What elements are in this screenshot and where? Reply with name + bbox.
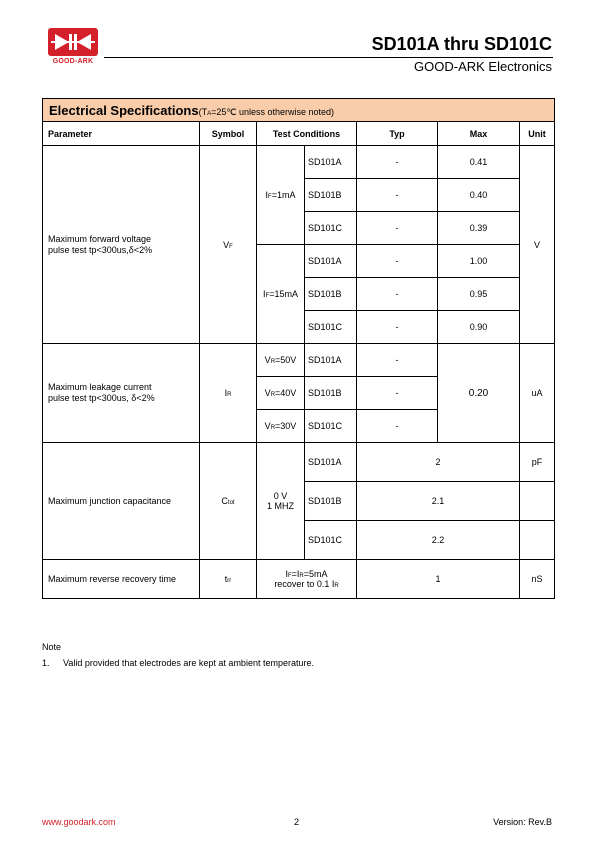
max-value: 0.39 bbox=[438, 212, 520, 245]
symbol-sub: F bbox=[229, 243, 233, 250]
symbol-ctot bbox=[200, 443, 257, 560]
part-number: SD101A bbox=[305, 344, 357, 377]
note-number: 1. bbox=[42, 658, 50, 668]
typ-value: - bbox=[357, 179, 438, 212]
max-value: 0.95 bbox=[438, 278, 520, 311]
electrical-specifications-table bbox=[42, 98, 555, 599]
condition-sub: A bbox=[207, 110, 212, 117]
cond-main: =I bbox=[291, 569, 300, 579]
footer-page-number: 2 bbox=[294, 817, 300, 827]
typ-value: - bbox=[357, 311, 438, 344]
col-unit: Unit bbox=[520, 122, 555, 146]
cap-value: 2.2 bbox=[357, 521, 520, 560]
diode-logo-icon bbox=[47, 27, 99, 57]
cond-vr bbox=[257, 344, 305, 377]
cond-rest: =50V bbox=[275, 355, 297, 365]
typ-value: - bbox=[357, 245, 438, 278]
param-line: Maximum leakage current bbox=[48, 382, 152, 392]
condition-prefix: (T bbox=[198, 106, 208, 117]
company-logo bbox=[47, 27, 99, 65]
cond-sub: R bbox=[270, 392, 276, 398]
condition-rest: =25℃ unless otherwise noted) bbox=[211, 106, 335, 117]
unit-value: pF bbox=[520, 443, 555, 482]
col-symbol: Symbol bbox=[200, 122, 257, 146]
symbol-main: I bbox=[224, 388, 228, 398]
param-forward-voltage bbox=[43, 146, 200, 344]
symbol-sub: tot bbox=[227, 500, 235, 506]
cond-line: 0 V bbox=[273, 491, 288, 501]
part-number: SD101C bbox=[305, 311, 357, 344]
note-heading: Note bbox=[42, 642, 62, 652]
symbol-trr bbox=[200, 560, 257, 599]
cond-main: V bbox=[264, 355, 271, 365]
unit-ir: uA bbox=[520, 344, 555, 443]
note-text: Valid provided that electrodes are kept at ambient temperature. bbox=[63, 658, 314, 668]
section-title: Electrical Specifications bbox=[49, 102, 199, 118]
cond-line bbox=[260, 569, 353, 579]
part-number: SD101A bbox=[305, 245, 357, 278]
symbol-main: V bbox=[223, 239, 230, 250]
note-item bbox=[42, 658, 314, 668]
cond-main: recover to 0.1 I bbox=[274, 579, 335, 589]
part-number: SD101A bbox=[305, 146, 357, 179]
cond-sub: F bbox=[287, 573, 292, 579]
typ-value: - bbox=[357, 377, 438, 410]
param-line: pulse test tp<300us,δ<2% bbox=[48, 244, 153, 255]
part-number: SD101B bbox=[305, 179, 357, 212]
symbol-sub: rr bbox=[227, 578, 232, 584]
max-value: 0.41 bbox=[438, 146, 520, 179]
col-max: Max bbox=[438, 122, 520, 146]
footer-website-link[interactable]: www.goodark.com bbox=[42, 817, 116, 827]
table-row bbox=[43, 443, 555, 482]
typ-value: - bbox=[357, 344, 438, 377]
table-row bbox=[43, 146, 555, 179]
cond-sub: F bbox=[265, 293, 270, 299]
part-number: SD101B bbox=[305, 278, 357, 311]
table-row bbox=[43, 560, 555, 599]
cap-value: 2 bbox=[357, 443, 520, 482]
cap-value: 2.1 bbox=[357, 482, 520, 521]
cond-vr bbox=[257, 377, 305, 410]
unit-vf: V bbox=[520, 146, 555, 344]
param-leakage-current bbox=[43, 344, 200, 443]
typ-value: - bbox=[357, 146, 438, 179]
cond-rest: =5mA bbox=[303, 569, 328, 579]
part-number: SD101C bbox=[305, 410, 357, 443]
unit-value bbox=[520, 482, 555, 521]
cond-main: I bbox=[285, 569, 288, 579]
param-line: Maximum forward voltage bbox=[48, 233, 152, 244]
cond-main: I bbox=[265, 190, 269, 200]
col-typ: Typ bbox=[357, 122, 438, 146]
cond-main: V bbox=[264, 388, 271, 398]
table-row bbox=[43, 344, 555, 377]
section-header bbox=[43, 99, 555, 122]
part-number: SD101C bbox=[305, 212, 357, 245]
logo-text: GOOD-ARK bbox=[52, 58, 94, 65]
company-name: GOOD-ARK Electronics bbox=[414, 59, 552, 74]
max-value: 0.90 bbox=[438, 311, 520, 344]
recovery-value: 1 bbox=[357, 560, 520, 599]
section-header-row bbox=[43, 99, 555, 122]
part-number: SD101B bbox=[305, 377, 357, 410]
cond-sub: R bbox=[334, 583, 339, 589]
param-reverse-recovery: Maximum reverse recovery time bbox=[43, 560, 200, 599]
symbol-main: t bbox=[224, 574, 228, 584]
part-number: SD101C bbox=[305, 521, 357, 560]
symbol-main: C bbox=[221, 496, 228, 506]
cond-line: 1 MHZ bbox=[267, 501, 294, 511]
cond-if-1ma bbox=[257, 146, 305, 245]
unit-value bbox=[520, 521, 555, 560]
col-test-conditions: Test Conditions bbox=[257, 122, 357, 146]
cond-rest: =40V bbox=[275, 388, 297, 398]
max-value: 0.40 bbox=[438, 179, 520, 212]
cond-line bbox=[260, 579, 353, 589]
unit-trr: nS bbox=[520, 560, 555, 599]
symbol-sub: R bbox=[227, 392, 232, 398]
max-value: 1.00 bbox=[438, 245, 520, 278]
symbol-ir bbox=[200, 344, 257, 443]
cond-sub: R bbox=[299, 573, 304, 579]
symbol-vf bbox=[200, 146, 257, 344]
column-header-row bbox=[43, 122, 555, 146]
cond-main: I bbox=[263, 289, 266, 299]
page-title: SD101A thru SD101C bbox=[371, 34, 552, 54]
typ-value: - bbox=[357, 410, 438, 443]
typ-value: - bbox=[357, 212, 438, 245]
cond-recovery bbox=[257, 560, 357, 599]
max-value: 0.20 bbox=[438, 344, 520, 443]
header-divider bbox=[104, 57, 553, 58]
param-junction-capacitance: Maximum junction capacitance bbox=[43, 443, 200, 560]
cond-rest: =30V bbox=[275, 421, 297, 431]
cond-rest: =15mA bbox=[269, 289, 298, 299]
cond-if-15ma bbox=[257, 245, 305, 344]
cond-main: V bbox=[264, 421, 271, 431]
cond-vr bbox=[257, 410, 305, 443]
cond-sub: R bbox=[270, 359, 276, 365]
cond-capacitance bbox=[257, 443, 305, 560]
cond-sub: F bbox=[268, 194, 272, 200]
cond-sub: R bbox=[270, 425, 276, 431]
section-condition bbox=[199, 107, 334, 117]
cond-rest: =1mA bbox=[271, 190, 296, 200]
footer-version: Version: Rev.B bbox=[493, 817, 552, 827]
part-number: SD101A bbox=[305, 443, 357, 482]
col-parameter: Parameter bbox=[43, 122, 200, 146]
typ-value: - bbox=[357, 278, 438, 311]
param-line: pulse test tp<300us, δ<2% bbox=[48, 393, 155, 403]
part-number: SD101B bbox=[305, 482, 357, 521]
